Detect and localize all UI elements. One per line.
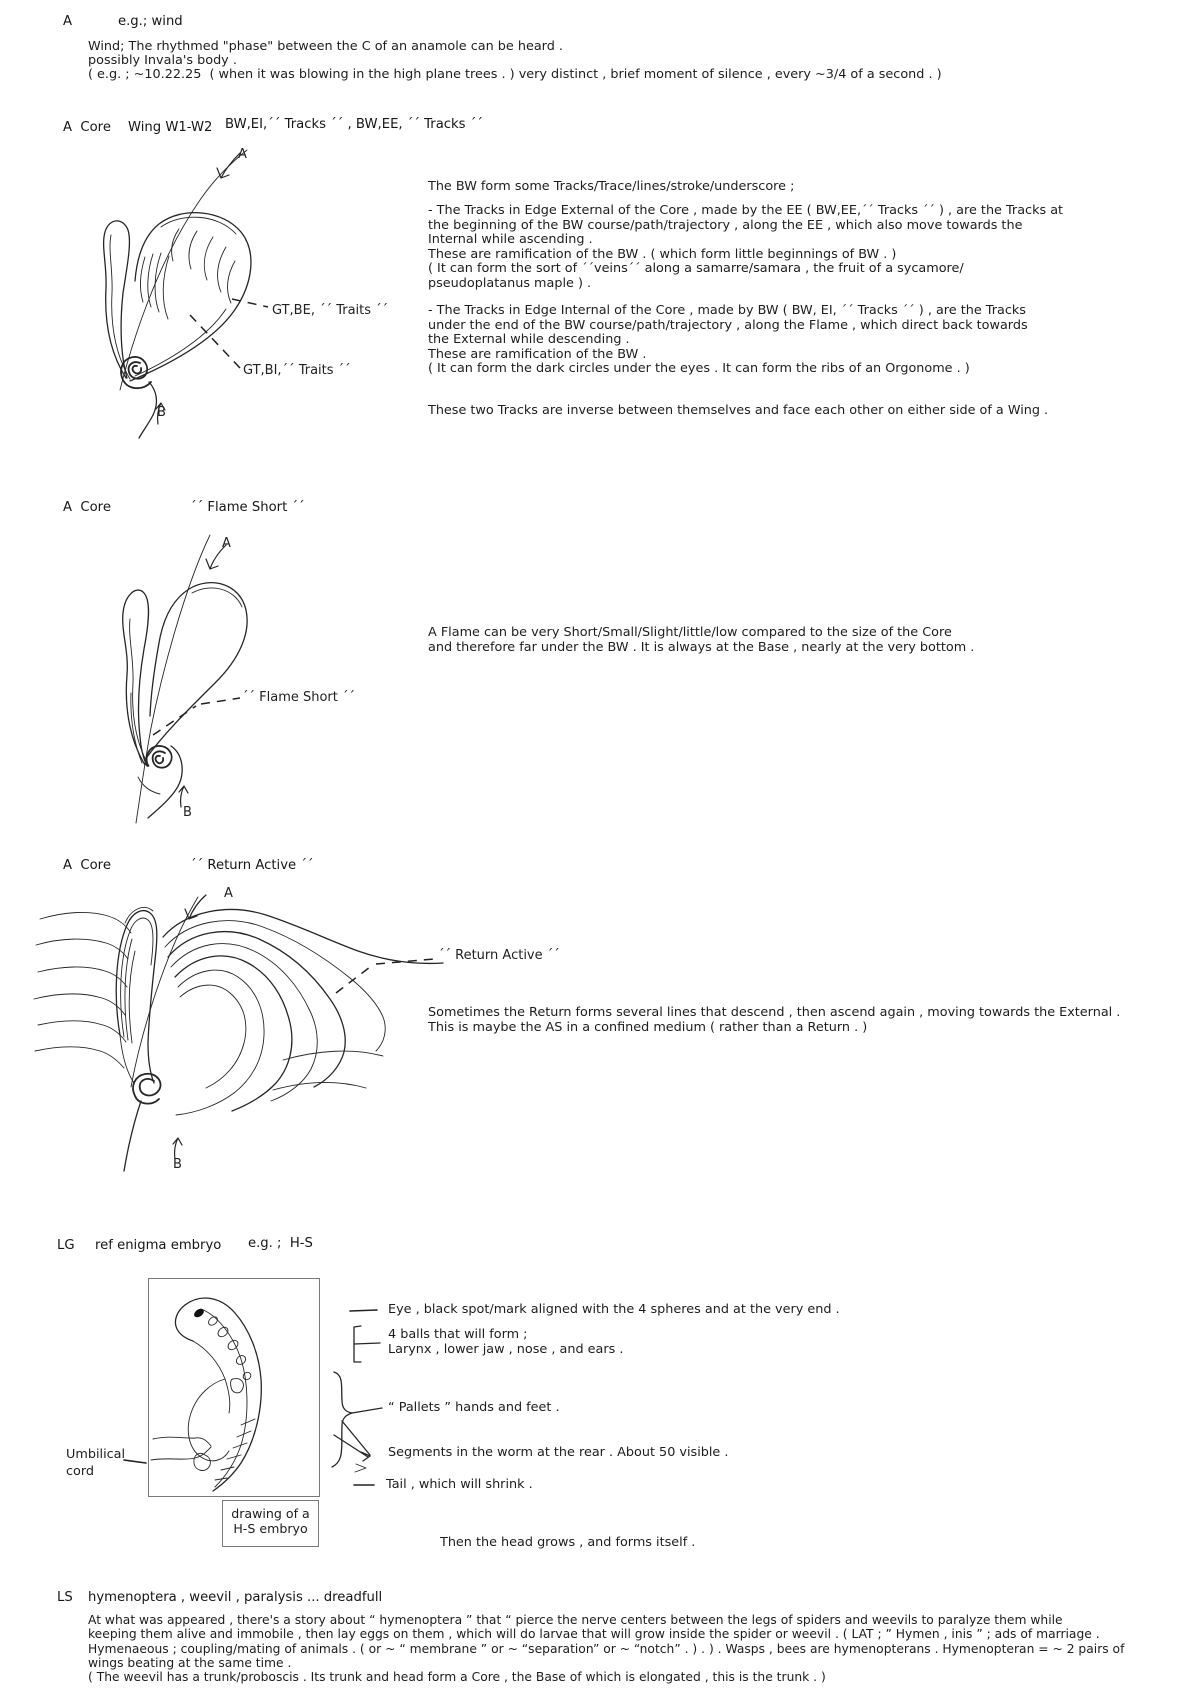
wing-intro-text: The BW form some Tracks/Trace/lines/stroke/underscore ;: [428, 179, 795, 194]
callout-dash-diagonal: [153, 706, 196, 735]
hymenoptera-paragraph: At what was appeared , there's a story about “ hymenoptera ” that “ pierce the nerve centers between the legs of spiders and weevils to paralyze them while keeping them alive and immobile , then lay eggs on them , which will do larvae that will grow inside the spider or weevil . ( LAT ; ” Hymen , inis ” ; ads of marriage . Hymenaeous ; coupling/mating of animals . ( or ~ “ membrane ” or ~ “separation” or ~ “notch” . ) . ) . Wasps , bees are hymenopterans . Hymenopteran = ~ 2 pairs of wings beating at the same time . ( The weevil has a trunk/proboscis . Its trunk and head form a Core , the Base of which is elongated , this is the trunk . ): [88, 1613, 1125, 1685]
umbilical-pointer-line: [120, 1452, 152, 1470]
return-figure-sketch: [28, 875, 458, 1200]
eye-pointer-line: [350, 1310, 377, 1311]
left-balloon-loop: [123, 590, 149, 766]
fig2-callout-flame-short: ´´ Flame Short ´´: [242, 690, 356, 705]
umbilical-cord-label: Umbilical cord: [66, 1447, 126, 1479]
embryo-back-outline: [185, 1298, 261, 1491]
section-wing-subtitle2: BW,EI,´´ Tracks ´´ , BW,EE, ´´ Tracks ´´: [225, 117, 483, 132]
segments-arrow-icon: [334, 1421, 370, 1472]
arrow-b-icon: [173, 1138, 182, 1159]
tail-line: [124, 1101, 141, 1171]
tail-line: [139, 382, 156, 438]
return-paragraph: Sometimes the Return forms several lines that descend , then ascend again , moving towards the External . This is maybe the AS in a confined medium ( rather than a Return . ): [428, 1005, 1121, 1035]
ascending-trajectory-line: [131, 897, 198, 1087]
fig1-label-b: B: [157, 405, 166, 420]
section-wing-tag: A Core: [63, 120, 111, 135]
section-return-tag: A Core: [63, 858, 111, 873]
wing-hatch-lines: [141, 229, 235, 319]
section-return-title: ´´ Return Active ´´: [190, 858, 314, 873]
section-embryo-tag: LG: [57, 1238, 75, 1253]
embryo-label-balls: 4 balls that will form ; Larynx , lower jaw , nose , and ears .: [388, 1327, 624, 1357]
fig3-callout-return-active: ´´ Return Active ´´: [438, 948, 560, 963]
embryo-belly-pouch: [188, 1379, 229, 1461]
embryo-callout-glyphs: [320, 1298, 398, 1498]
fig1-callout-gtbe: GT,BE, ´´ Traits ´´: [272, 303, 389, 318]
left-loop-lines: [104, 221, 130, 379]
embryo-spheres: [207, 1315, 252, 1381]
right-dome-strands: [163, 910, 443, 1115]
left-lobe-strands: [116, 907, 157, 1083]
wing-figure-sketch: [60, 135, 440, 440]
embryo-hindlimb-bud: [194, 1453, 211, 1470]
wing-paragraph-2: - The Tracks in Edge Internal of the Core , made by BW ( BW, EI, ´´ Tracks ´´ ) , are the Tracks under the end of the BW course/path/trajectory , along the Flame , which direct back towards the External while descending . These are ramification of the BW . ( It can form the dark circles under the eyes . It can form the ribs of an Orgonome . ): [428, 303, 1028, 376]
wing-outro-text: These two Tracks are inverse between themselves and face each other on either side of a Wing .: [428, 403, 1049, 418]
embryo-caption-box: drawing of a H-S embryo: [222, 1500, 319, 1547]
fig2-label-a: A: [222, 536, 231, 551]
embryo-note: Then the head grows , and forms itself .: [440, 1535, 696, 1550]
embryo-head-front: [175, 1305, 193, 1341]
base-spiral: [133, 1074, 160, 1104]
embryo-label-segments: Segments in the worm at the rear . About 50 visible .: [388, 1445, 729, 1460]
embryo-label-tail: Tail , which will shrink .: [386, 1477, 533, 1492]
base-spiral: [147, 746, 172, 768]
fig3-label-b: B: [173, 1157, 182, 1172]
embryo-umbilical-cord-lines: [151, 1437, 211, 1460]
section-wing-subtitle: Wing W1-W2: [128, 120, 213, 135]
embryo-sketch: [149, 1279, 318, 1495]
flame-paragraph: A Flame can be very Short/Small/Slight/little/low compared to the size of the Core and therefore far under the BW . It is always at the Base , nearly at the very bottom .: [428, 625, 975, 655]
fig2-label-b: B: [183, 805, 192, 820]
right-lobe-outline: [147, 583, 247, 757]
embryo-eye-spot: [192, 1307, 205, 1319]
embryo-label-pallets: “ Pallets ” hands and feet .: [388, 1400, 560, 1415]
fig1-label-a: A: [238, 147, 247, 162]
section-wind-tag: A: [63, 14, 73, 29]
embryo-front-line: [193, 1341, 230, 1413]
section-embryo-subtitle: e.g. ; H-S: [248, 1236, 313, 1251]
balls-bracket-icon: [354, 1326, 380, 1362]
section-hymenoptera-tag: LS: [57, 1590, 73, 1605]
embryo-label-eye: Eye , black spot/mark aligned with the 4 spheres and at the very end .: [388, 1302, 840, 1317]
section-flame-tag: A Core: [63, 500, 111, 515]
wing-lobe-outline: [130, 213, 251, 381]
wind-paragraph: Wind; The rhythmed "phase" between the C of an anamole can be heard . possibly Invala's body . ( e.g. ; ~10.22.25 ( when it was blowing in the high plane trees . ) very distinct , brief moment of silence , every ~3/4 of a second . ): [88, 39, 942, 82]
section-wind-title: e.g.; wind: [118, 14, 183, 29]
callout-dash-horizontal: [201, 698, 240, 704]
fig1-callout-gtbi: GT,BI,´´ Traits ´´: [243, 363, 351, 378]
embryo-forelimb-bud: [231, 1379, 244, 1393]
wing-paragraph-1: - The Tracks in Edge External of the Core , made by the EE ( BW,EE,´´ Tracks ´´ ) , are the Tracks at the beginning of the BW course/path/trajectory , along the EE , which also move towards the Internal while ascending . These are ramification of the BW . ( which form little beginnings of BW . ) ( It can form the sort of ´´veins´´ along a samarre/samara , the fruit of a sycamore/ pseudoplatanus maple ) .: [428, 203, 1064, 291]
embryo-drawing-frame: [148, 1278, 320, 1497]
section-flame-title: ´´ Flame Short ´´: [190, 500, 305, 515]
section-hymenoptera-title: hymenoptera , weevil , paralysis ... dreadfull: [88, 1590, 383, 1605]
pallets-brace-icon: [332, 1372, 382, 1467]
section-embryo-title: ref enigma embryo: [95, 1238, 222, 1253]
ascending-trajectory-line: [136, 535, 210, 823]
flame-figure-sketch: [80, 515, 420, 850]
arrow-b-icon: [179, 786, 188, 807]
fig3-label-a: A: [224, 886, 233, 901]
